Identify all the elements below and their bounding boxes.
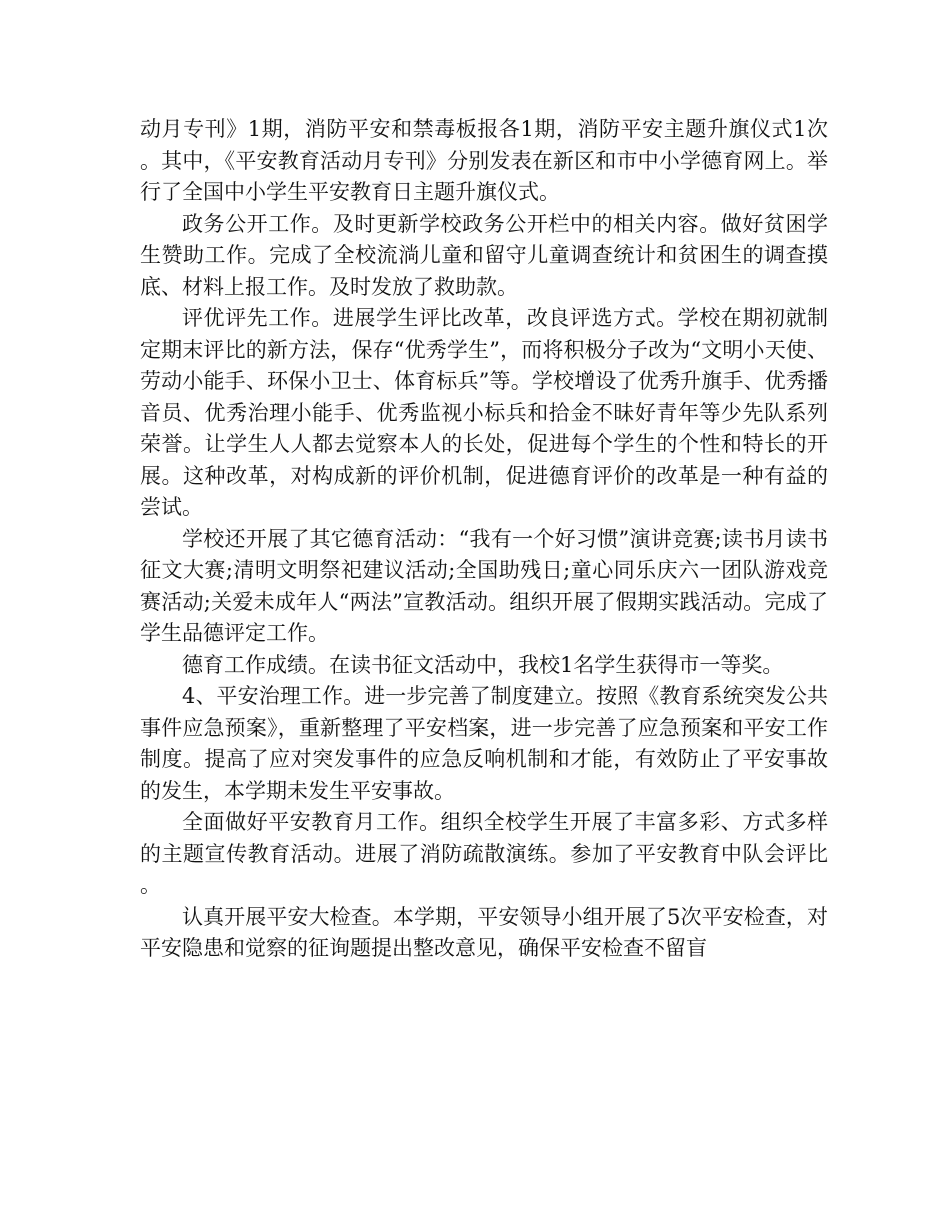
paragraph-1: 动月专刊》1期，消防平安和禁毒板报各1期，消防平安主题升旗仪式1次。其中，《平安教育活动月专刊》分别发表在新区和市中小学德育网上。举行了全国中小学生平安教育日主题升旗仪式。 [140,117,828,204]
document-page [140,114,828,965]
paragraph-3: 评优评先工作。进展学生评比改革，改良评选方式。学校在期初就制定期末评比的新方法，保存“优秀学生”，而将积极分子改为“文明小天使、劳动小能手、环保小卫士、体育标兵”等。学校增设了优秀升旗手、优秀播音员、优秀治理小能手、优秀监视小标兵和拾金不昧好青年等少先队系列荣誉。让学生人人都去觉察本人的长处，促进每个学生的个性和特长的开展。这种改革，对构成新的评价机制，促进德育评价的改革是一种有益的尝试。 [140,306,828,519]
paragraph-6: 4、平安治理工作。进一步完善了制度建立。按照《教育系统突发公共事件应急预案》，重新整理了平安档案，进一步完善了应急预案和平安工作制度。提高了应对突发事件的应急反响机制和才能，有效防止了平安事故的发生，本学期未发生平安事故。 [140,684,828,803]
paragraph-8: 认真开展平安大检查。本学期，平安领导小组开展了5次平安检查，对平安隐患和觉察的征询题提出整改意见，确保平安检查不留盲 [140,904,828,960]
paragraph-2: 政务公开工作。及时更新学校政务公开栏中的相关内容。做好贫困学生赞助工作。完成了全校流淌儿童和留守儿童调查统计和贫困生的调查摸底、材料上报工作。及时发放了救助款。 [140,211,828,299]
paragraph-7: 全面做好平安教育月工作。组织全校学生开展了丰富多彩、方式多样的主题宣传教育活动。进展了消防疏散演练。参加了平安教育中队会评比。 [140,810,828,897]
paragraph-5: 德育工作成绩。在读书征文活动中，我校1名学生获得市一等奖。 [182,652,784,677]
paragraph-4: 学校还开展了其它德育活动：“我有一个好习惯”演讲竞赛;读书月读书征文大赛;清明文明祭祀建议活动;全国助残日;童心同乐庆六一团队游戏竞赛活动;关爱未成年人“两法”宣教活动。组织开展了假期实践活动。完成了学生品德评定工作。 [140,526,828,645]
